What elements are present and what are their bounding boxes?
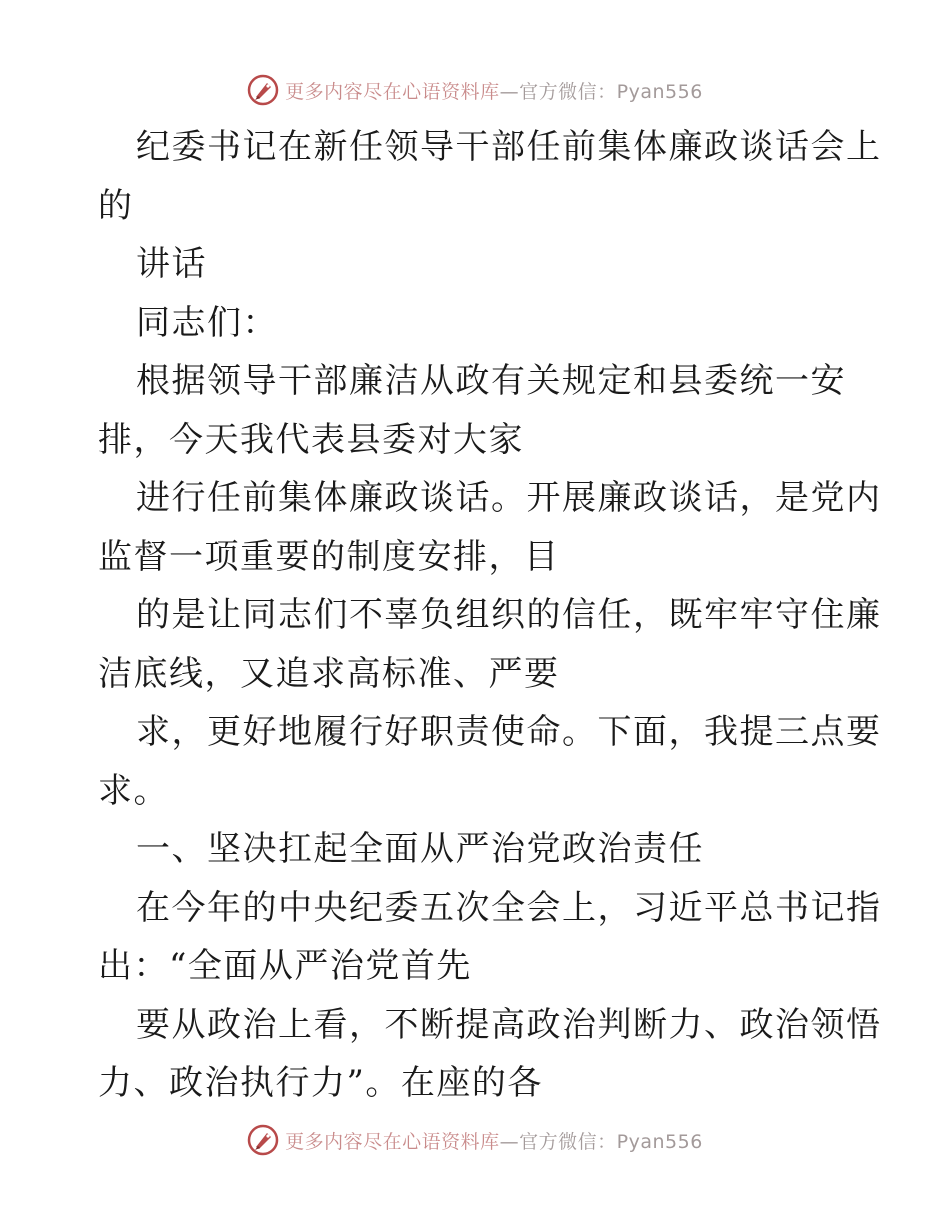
salutation: 同志们： bbox=[136, 302, 278, 343]
watermark-brand: 更多内容尽在心语资料库 bbox=[285, 1130, 500, 1153]
watermark-text bbox=[285, 77, 703, 104]
paragraph-line: 监督一项重要的制度安排，目 bbox=[98, 536, 560, 577]
paragraph-line: 的是让同志们不辜负组织的信任，既牢牢守住廉 bbox=[136, 595, 882, 635]
paragraph-line: 在今年的中央纪委五次全会上，习近平总书记指 bbox=[136, 887, 882, 928]
paragraph-line: 根据领导干部廉洁从政有关规定和县委统一安 bbox=[136, 361, 846, 401]
watermark-text bbox=[285, 1127, 703, 1154]
watermark-handle: 官方微信：Pyan556 bbox=[519, 1130, 703, 1153]
title-line-2: 的 bbox=[98, 185, 134, 226]
header-watermark bbox=[0, 70, 950, 110]
footer-watermark bbox=[0, 1120, 950, 1160]
paragraph-line: 进行任前集体廉政谈话。开展廉政谈话，是党内 bbox=[136, 478, 882, 518]
watermark-handle: 官方微信：Pyan556 bbox=[519, 80, 703, 103]
pen-nib-logo-icon bbox=[247, 1124, 279, 1156]
title-line-1: 纪委书记在新任领导干部任前集体廉政谈话会上 bbox=[136, 127, 882, 167]
pen-nib-logo-icon bbox=[247, 74, 279, 106]
paragraph-line: 洁底线，又追求高标准、严要 bbox=[98, 653, 560, 694]
section-heading: 一、坚决扛起全面从严治党政治责任 bbox=[136, 829, 704, 869]
watermark-brand: 更多内容尽在心语资料库 bbox=[285, 80, 500, 103]
paragraph-line: 排，今天我代表县委对大家 bbox=[98, 419, 524, 460]
document-body bbox=[98, 118, 882, 1113]
title-line-3: 讲话 bbox=[136, 244, 207, 284]
paragraph-line: 求。 bbox=[98, 770, 169, 811]
paragraph-line: 要从政治上看，不断提高政治判断力、政治领悟 bbox=[136, 1004, 882, 1045]
paragraph-line: 出：“全面从严治党首先 bbox=[98, 946, 472, 986]
watermark-dash: — bbox=[499, 80, 520, 103]
paragraph-line: 求，更好地履行好职责使命。下面，我提三点要 bbox=[136, 712, 882, 752]
watermark-dash: — bbox=[499, 1130, 520, 1153]
paragraph-line: 力、政治执行力”。在座的各 bbox=[98, 1063, 543, 1103]
